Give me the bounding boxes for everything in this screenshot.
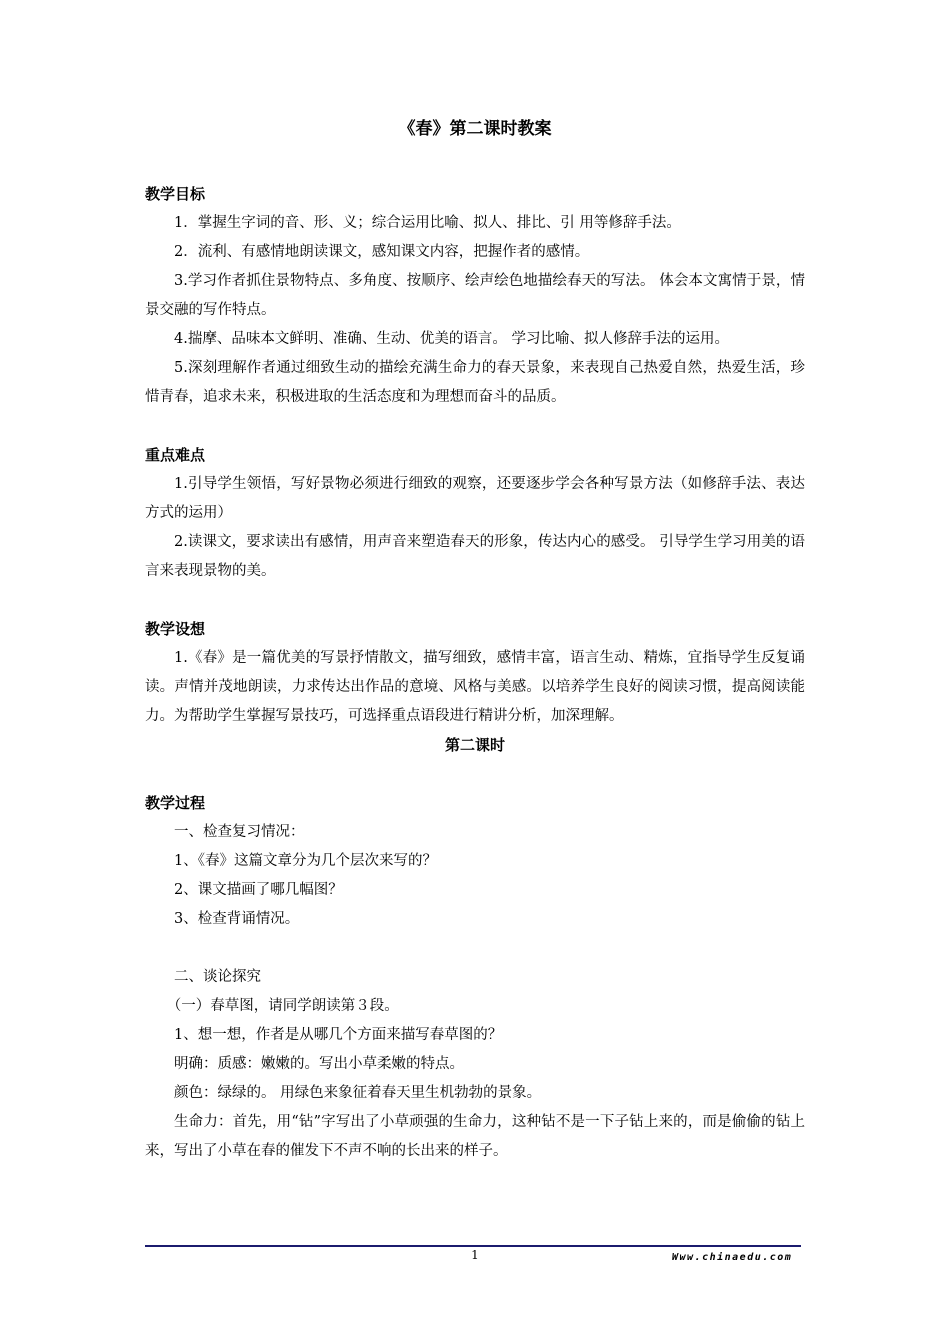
- discussion-answer: 明确：质感：嫩嫩的。写出小草柔嫩的特点。: [174, 1056, 464, 1072]
- goal-item: 3.学习作者抓住景物特点、多角度、按顺序、绘声绘色地描绘春天的写法。 体会本文寓情于景，情景交融的写作特点。: [145, 273, 805, 318]
- goal-item: 2．流利、有感情地朗读课文，感知课文内容，把握作者的感情。: [174, 244, 590, 260]
- spacer: [145, 412, 805, 441]
- review-item: 3、检查背诵情况。: [174, 911, 300, 927]
- document-title: 《春》第二课时教案: [398, 119, 552, 139]
- footer-url: Www.chinaedu.com: [672, 1252, 793, 1263]
- discussion-question: 1、想一想，作者是从哪几个方面来描写春草图的？: [174, 1027, 503, 1043]
- lesson-heading: 第二课时: [444, 736, 505, 754]
- keypoints-heading: 重点难点: [145, 446, 206, 464]
- review-title: 一、检查复习情况：: [174, 824, 305, 840]
- process-heading: 教学过程: [145, 794, 206, 812]
- discussion-title: 二、谈论探究: [174, 969, 261, 985]
- review-item: 1、《春》这篇文章分为几个层次来写的？: [174, 853, 437, 869]
- spacer: [145, 586, 805, 615]
- goal-item: 5.深刻理解作者通过细致生动的描绘充满生命力的春天景象，来表现自己热爱自然，热爱生活，珍惜青春，追求未来，积极进取的生活态度和为理想而奋斗的品质。: [145, 360, 805, 405]
- review-item: 2、课文描画了哪几幅图？: [174, 882, 343, 898]
- footer-divider: [145, 1245, 801, 1247]
- discussion-answer: 颜色：绿绿的。 用绿色来象征着春天里生机勃勃的景象。: [174, 1085, 542, 1101]
- page-number: 1: [471, 1248, 479, 1262]
- goals-heading: 教学目标: [145, 185, 206, 203]
- discussion-sub: （一）春草图，请同学朗读第３段。: [166, 998, 399, 1014]
- keypoint-item: 1.引导学生领悟，写好景物必须进行细致的观察，还要逐步学会各种写景方法（如修辞手法、表达方式的运用）: [145, 476, 805, 521]
- keypoint-item: 2.读课文，要求读出有感情，用声音来塑造春天的形象，传达内心的感受。 引导学生学习用美的语言来表现景物的美。: [145, 534, 805, 579]
- spacer: [145, 934, 805, 963]
- goal-item: 4.揣摩、品味本文鲜明、准确、生动、优美的语言。 学习比喻、拟人修辞手法的运用。: [174, 331, 729, 347]
- discussion-answer: 生命力：首先，用“钻”字写出了小草顽强的生命力，这种钻不是一下子钻上来的，而是偷偷的钻上来，写出了小草在春的催发下不声不响的长出来的样子。: [145, 1114, 805, 1159]
- document-body: [145, 116, 805, 1166]
- design-item: 1.《春》是一篇优美的写景抒情散文，描写细致，感情丰富，语言生动、精炼，宜指导学生反复诵读。声情并茂地朗读，力求传达出作品的意境、风格与美感。以培养学生良好的阅读习惯，提高阅读能力。为帮助学生掌握写景技巧，可选择重点语段进行精讲分析，加深理解。: [145, 650, 805, 724]
- design-heading: 教学设想: [145, 620, 206, 638]
- goal-item: 1．掌握生字词的音、形、义；综合运用比喻、拟人、排比、引 用等修辞手法。: [174, 215, 681, 231]
